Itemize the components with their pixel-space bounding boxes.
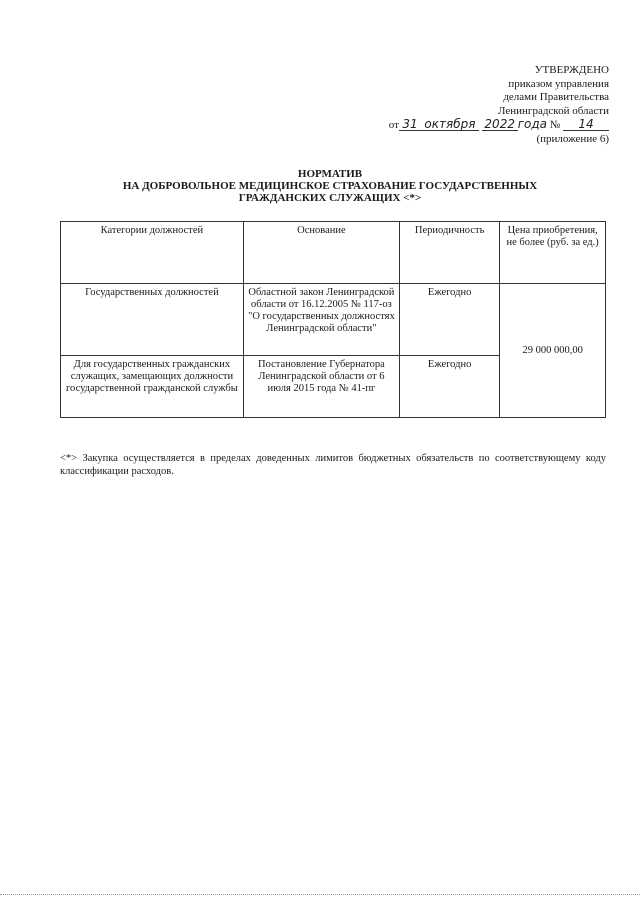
date-year: 2022 xyxy=(482,118,518,131)
date-month: октября xyxy=(421,118,479,131)
row-2-category: Для государственных гражданских служащих, замещающих должности государственной гражданской службы xyxy=(61,356,244,418)
approval-heading: УТВЕРЖДЕНО xyxy=(534,64,609,76)
table-row xyxy=(61,284,606,356)
order-number: 14 xyxy=(563,118,609,131)
header-basis: Основание xyxy=(243,222,399,284)
number-sign: № xyxy=(549,119,561,131)
approval-date-line xyxy=(309,118,609,133)
date-prefix: от xyxy=(388,119,399,131)
approval-line-order: приказом управления xyxy=(508,77,609,90)
table-header-row xyxy=(61,222,606,284)
title-line-1: НОРМАТИВ xyxy=(297,168,363,180)
approval-block xyxy=(309,64,609,146)
footnote: <*> Закупка осуществляется в пределах доведенных лимитов бюджетных обязательств по соответствующему коду классификации расходов. xyxy=(60,453,606,477)
header-price: Цена приобретения, не более (руб. за ед.) xyxy=(500,222,606,284)
approval-line-region: Ленинградской области xyxy=(498,104,609,117)
date-year-suffix: года xyxy=(517,117,547,131)
header-category: Категории должностей xyxy=(61,222,244,284)
date-day: 31 xyxy=(399,118,421,131)
row-2-basis: Постановление Губернатора Ленинградской области от 6 июля 2015 года № 41-пг xyxy=(243,356,399,418)
norm-table xyxy=(60,221,606,418)
document-title xyxy=(60,168,600,204)
row-1-basis: Областной закон Ленинградской области от 16.12.2005 № 117-оз "О государственных должностях Ленинградской области" xyxy=(243,284,399,356)
row-2-period: Ежегодно xyxy=(399,356,499,418)
header-period: Периодичность xyxy=(399,222,499,284)
price-cell: 29 000 000,00 xyxy=(500,284,606,418)
page-edge-divider xyxy=(0,894,640,895)
title-line-2: НА ДОБРОВОЛЬНОЕ МЕДИЦИНСКОЕ СТРАХОВАНИЕ ГОСУДАРСТВЕННЫХ xyxy=(122,180,538,192)
row-1-period: Ежегодно xyxy=(399,284,499,356)
row-1-category: Государственных должностей xyxy=(61,284,244,356)
appendix-label: (приложение 6) xyxy=(536,132,609,145)
approval-line-department: делами Правительства xyxy=(503,91,609,103)
title-line-3: ГРАЖДАНСКИХ СЛУЖАЩИХ <*> xyxy=(238,192,422,204)
